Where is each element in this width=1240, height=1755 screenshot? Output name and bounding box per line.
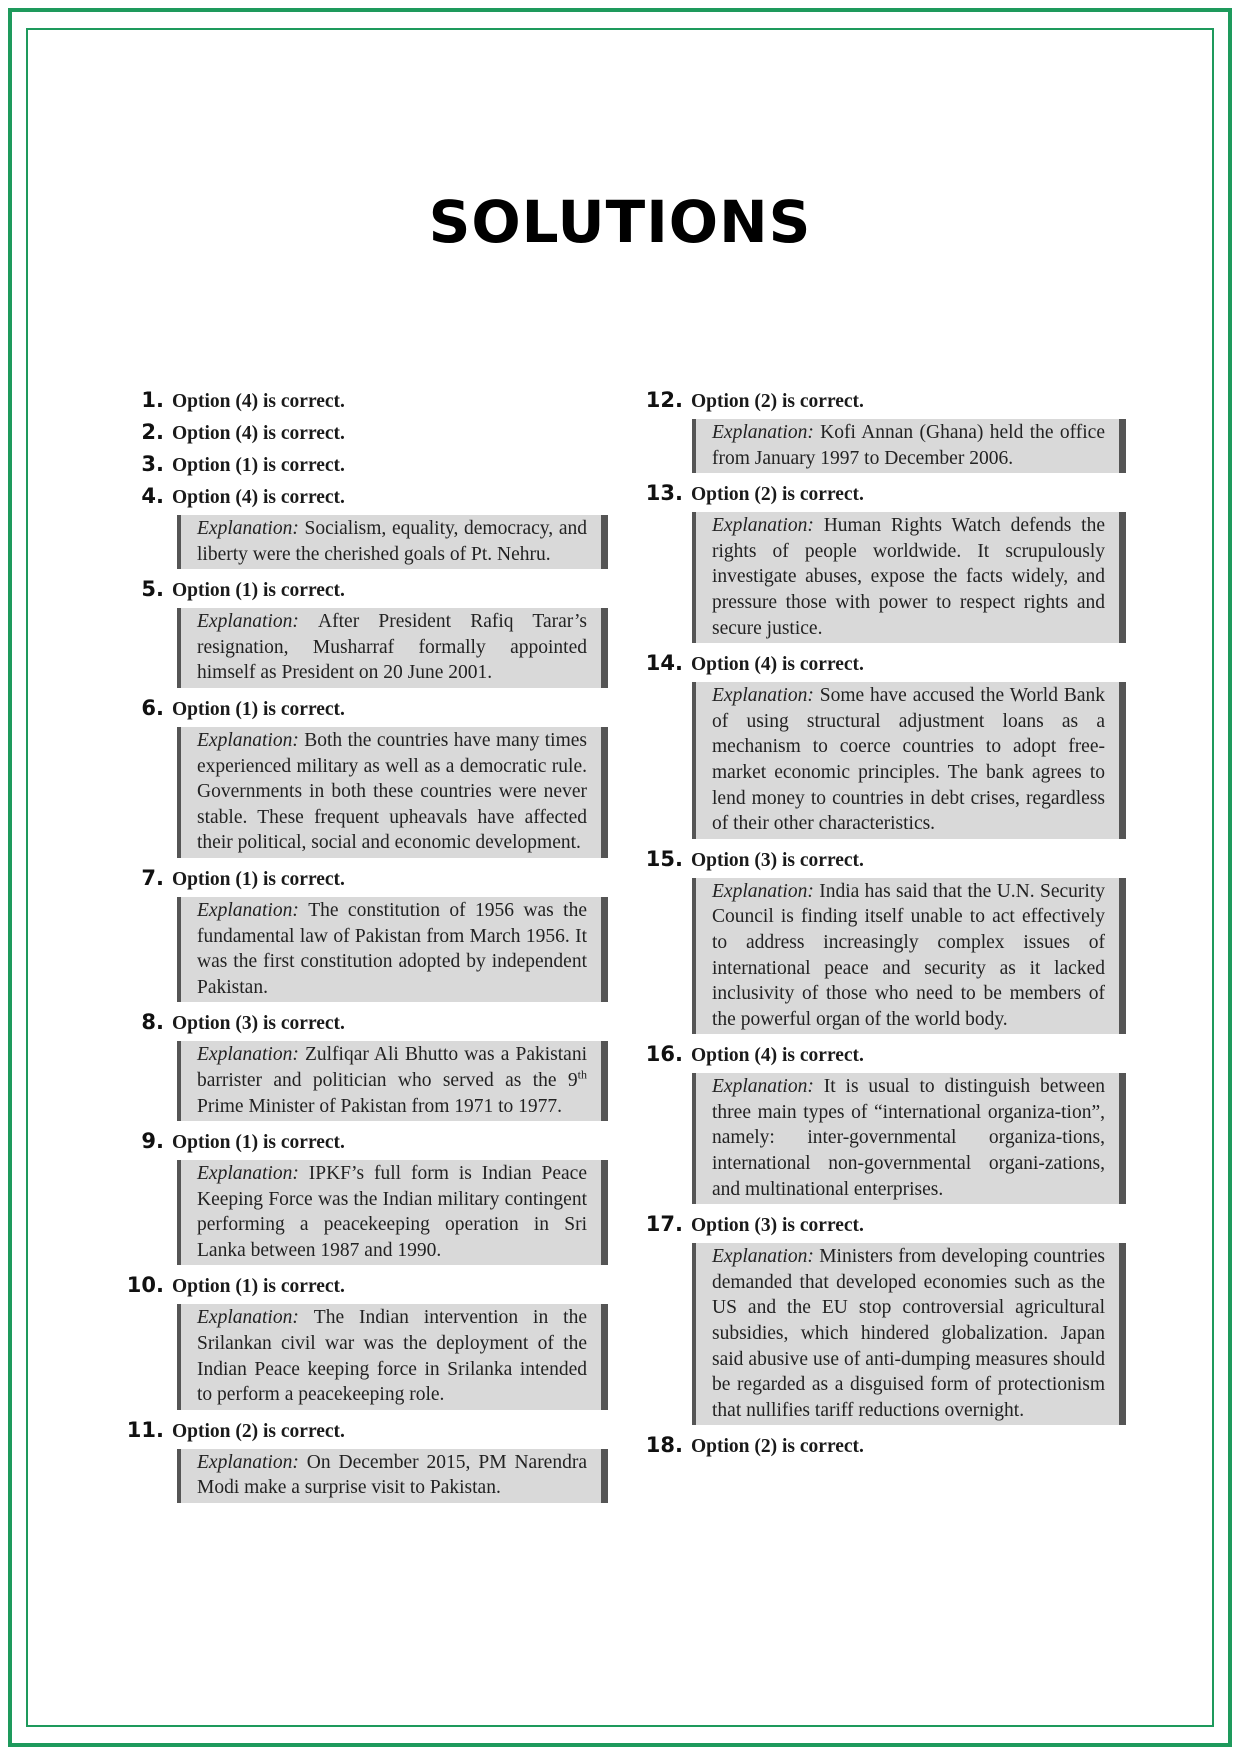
explanation-text: IPKF’s full form is Indian Peace Keeping Force was the Indian military contingent performing a peacekeeping operation in Sri Lanka between 1987 and 1990. [197, 1163, 587, 1261]
answer-text: Option (4) is correct. [691, 654, 864, 676]
answer-line [130, 416, 608, 448]
answer-text: Option (2) is correct. [691, 484, 864, 506]
answer-text: Option (2) is correct. [172, 1420, 345, 1442]
answer-text: Option (1) is correct. [172, 1276, 345, 1298]
solution-item [130, 384, 608, 416]
explanation-text: Ministers from developing countries demanded that developed economies such as the US and the EU stop controversial agricultural subsidies, which hindered globalization. Japan said abusive use of anti-dumping measures should be regarded as a disguised form of protectionism that nullifies tariff reductions overnight. [712, 1246, 1105, 1421]
question-number: 10. [126, 1273, 164, 1298]
question-number: 1. [141, 388, 164, 412]
solution-item [130, 862, 608, 1002]
answer-line [130, 1125, 608, 1157]
explanation-label: Explanation: [197, 899, 309, 921]
solution-item [126, 1269, 608, 1409]
explanation-box [692, 878, 1126, 1035]
solution-item [126, 1414, 608, 1503]
solution-item [130, 573, 608, 688]
solution-item [645, 843, 1126, 1035]
answer-text: Option (4) is correct. [172, 423, 345, 444]
solution-item [645, 1038, 1126, 1204]
explanation-text: Both the countries have many times experienced military as well as a democratic rule. Governments in both these countries were never stable. These frequent upheavals have affected their political, social and economic development. [197, 729, 587, 854]
answer-line [130, 692, 608, 724]
page-title: SOLUTIONS [428, 188, 812, 256]
answer-text: Option (1) is correct. [172, 1132, 345, 1154]
solution-item [645, 1429, 1126, 1461]
question-number: 6. [141, 695, 164, 720]
solutions-column-left [126, 384, 608, 1507]
question-number: 17. [645, 1212, 683, 1237]
answer-text: Option (1) is correct. [172, 580, 345, 602]
answer-line [130, 480, 608, 512]
answer-text: Option (2) is correct. [691, 1436, 864, 1458]
explanation-label: Explanation: [197, 611, 319, 633]
answer-text: Option (3) is correct. [172, 1013, 345, 1035]
explanation-label: Explanation: [712, 880, 820, 902]
explanation-box [692, 1073, 1126, 1204]
question-number: 15. [645, 846, 683, 871]
explanation-box [177, 1449, 608, 1503]
answer-line [645, 647, 1126, 679]
answer-text: Option (1) is correct. [172, 455, 345, 476]
explanation-label: Explanation: [712, 685, 820, 707]
solution-item [645, 1208, 1126, 1425]
explanation-box [177, 1160, 608, 1265]
answer-text: Option (3) is correct. [691, 849, 864, 871]
answer-line [645, 843, 1126, 875]
answer-text: Option (4) is correct. [172, 391, 345, 412]
question-number: 2. [141, 420, 164, 444]
question-number: 8. [141, 1010, 164, 1035]
explanation-box [692, 512, 1126, 643]
answer-line [130, 448, 608, 480]
explanation-text-cont: Prime Minister of Pakistan from 1971 to 1977. [197, 1095, 563, 1117]
explanation-label: Explanation: [197, 1163, 309, 1185]
answer-line [130, 384, 608, 416]
answer-text: Option (2) is correct. [691, 391, 864, 412]
answer-line [645, 384, 1126, 416]
explanation-text: Socialism, equality, democracy, and liberty were the cherished goals of Pt. Nehru. [197, 518, 587, 565]
question-number: 7. [141, 865, 164, 890]
question-number: 12. [645, 388, 683, 412]
solution-item [645, 477, 1126, 643]
solution-item [130, 692, 608, 858]
explanation-box [177, 608, 608, 688]
solution-item [645, 647, 1126, 839]
answer-line [126, 1269, 608, 1301]
solution-item [130, 1006, 608, 1121]
explanation-label: Explanation: [712, 515, 824, 537]
explanation-box [177, 727, 608, 858]
explanation-text: Some have accused the World Bank of using structural adjustment loans as a mechanism to coerce countries to adopt free-market economic principles. The bank agrees to lend money to countries in debt crises, regardless of their other characteristics. [712, 685, 1105, 835]
answer-line [645, 1429, 1126, 1461]
question-number: 9. [141, 1129, 164, 1154]
explanation-text: India has said that the U.N. Security Council is finding itself unable to act effectively to address increasingly complex issues of international peace and security as it lacked inclusivity of those who need to be members of the powerful organ of the world body. [712, 880, 1105, 1030]
explanation-box [177, 897, 608, 1002]
answer-text: Option (1) is correct. [172, 698, 345, 720]
explanation-label: Explanation: [197, 1044, 305, 1066]
question-number: 14. [645, 651, 683, 676]
answer-line [130, 573, 608, 605]
solution-item [130, 480, 608, 569]
solutions-column-right [645, 384, 1126, 1461]
explanation-label: Explanation: [712, 422, 821, 443]
explanation-label: Explanation: [197, 518, 305, 539]
answer-text: Option (3) is correct. [691, 1215, 864, 1237]
answer-line [130, 862, 608, 894]
explanation-box [177, 1041, 608, 1121]
solution-item [130, 1125, 608, 1265]
answer-text: Option (4) is correct. [691, 1045, 864, 1067]
answer-text: Option (1) is correct. [172, 868, 345, 890]
solution-item [130, 416, 608, 448]
explanation-box [177, 515, 608, 569]
answer-line [645, 477, 1126, 509]
answer-line [645, 1208, 1126, 1240]
question-number: 18. [645, 1433, 683, 1458]
ordinal-suffix: th [577, 1067, 587, 1082]
answer-text: Option (4) is correct. [172, 487, 345, 508]
explanation-label: Explanation: [712, 1076, 824, 1098]
explanation-text: After President Rafiq Tarar’s resignation, Musharraf formally appointed himself as President on 20 June 2001. [197, 611, 587, 684]
solution-item [645, 384, 1126, 473]
question-number: 13. [645, 481, 683, 506]
explanation-label: Explanation: [197, 729, 305, 751]
explanation-text: Human Rights Watch defends the rights of people worldwide. It scrupulously investigate abuses, expose the facts widely, and pressure those with power to respect rights and secure justice. [712, 515, 1105, 639]
explanation-box [692, 1243, 1126, 1425]
explanation-label: Explanation: [712, 1246, 820, 1268]
explanation-label: Explanation: [197, 1307, 314, 1329]
explanation-box [692, 419, 1126, 473]
question-number: 5. [141, 577, 164, 602]
answer-line [130, 1006, 608, 1038]
explanation-text: It is usual to distinguish between three main types of “international organiza-tion”, namely: inter-governmental organiza-tions, international non-governmental organi-zations, and multinational enterprises. [712, 1076, 1105, 1200]
explanation-label: Explanation: [197, 1451, 307, 1473]
question-number: 11. [126, 1417, 164, 1442]
answer-line [645, 1038, 1126, 1070]
question-number: 4. [141, 484, 164, 508]
question-number: 3. [141, 452, 164, 476]
explanation-text: Zulfiqar Ali Bhutto was a Pakistani barrister and politician who served as the 9 [197, 1044, 587, 1091]
explanation-text: The Indian intervention in the Srilankan civil war was the deployment of the Indian Peace keeping force in Srilanka intended to perform a peacekeeping role. [197, 1307, 587, 1406]
explanation-box [177, 1304, 608, 1409]
explanation-text: Kofi Annan (Ghana) held the office from January 1997 to December 2006. [712, 422, 1105, 469]
explanation-text: The constitution of 1956 was the fundamental law of Pakistan from March 1956. It was the first constitution adopted by independent Pakistan. [197, 899, 587, 998]
explanation-box [692, 682, 1126, 839]
question-number: 16. [645, 1042, 683, 1067]
answer-line [126, 1414, 608, 1446]
explanation-text: On December 2015, PM Narendra Modi make a surprise visit to Pakistan. [197, 1451, 587, 1499]
solution-item [130, 448, 608, 480]
